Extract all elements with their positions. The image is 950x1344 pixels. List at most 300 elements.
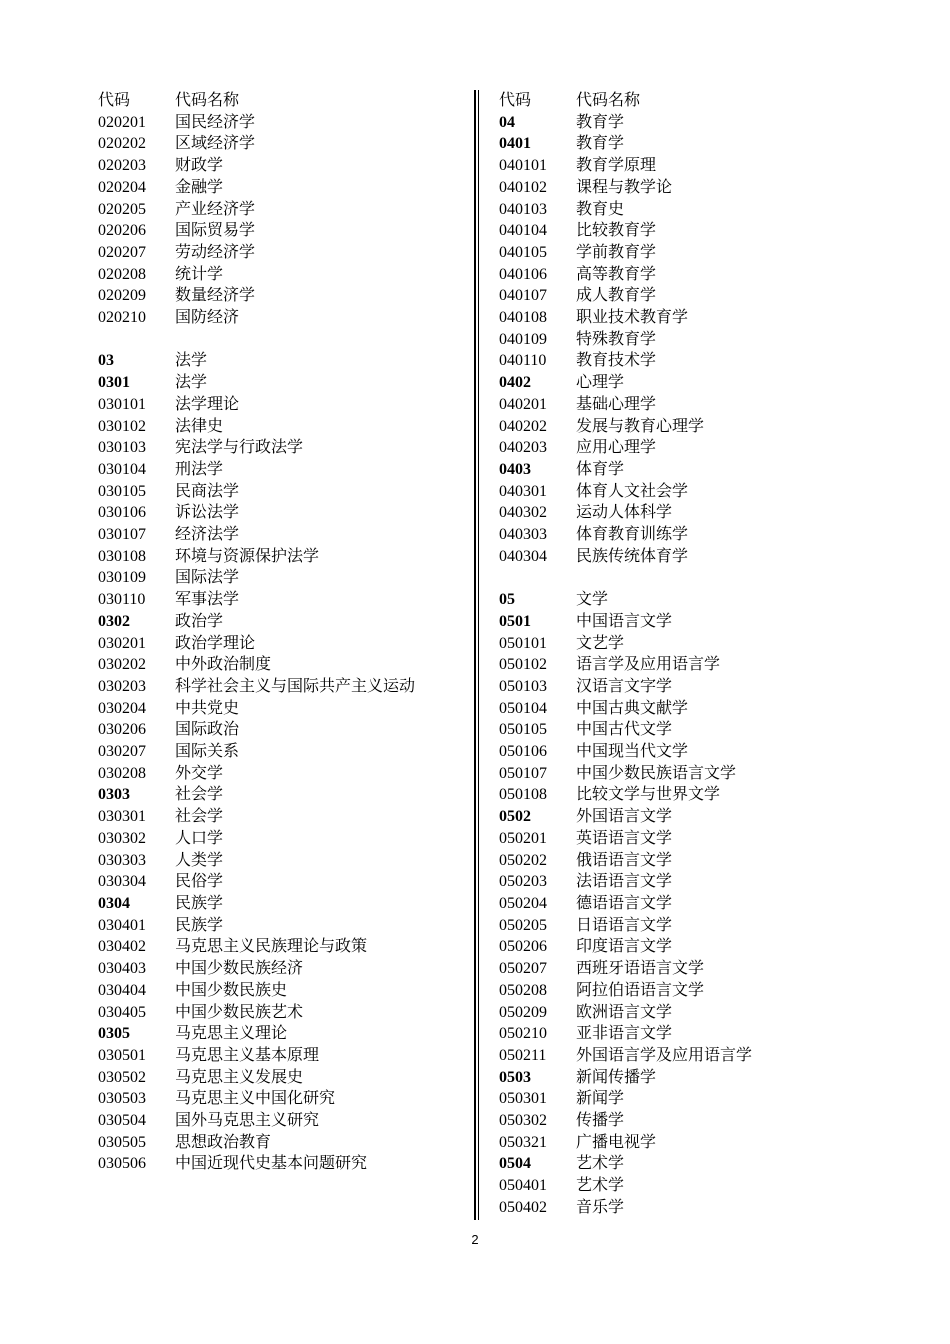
- code-cell: 040303: [499, 526, 547, 544]
- list-item: [98, 285, 468, 307]
- code-cell: 030405: [98, 1003, 146, 1021]
- list-item: [98, 850, 468, 872]
- code-cell: 030107: [98, 526, 146, 544]
- category-row: [98, 893, 468, 915]
- name-cell: 汉语言文字学: [576, 677, 673, 695]
- list-item: [499, 1002, 919, 1024]
- name-cell: 马克思主义理论: [175, 1025, 288, 1043]
- name-cell: 军事法学: [175, 591, 240, 609]
- name-cell: 中国少数民族艺术: [175, 1003, 304, 1021]
- name-cell: 环境与资源保护法学: [175, 547, 320, 565]
- category-row: [499, 589, 919, 611]
- name-cell: 统计学: [175, 265, 224, 283]
- list-item: [499, 416, 919, 438]
- code-cell: 050401: [499, 1177, 547, 1195]
- name-cell: 宪法学与行政法学: [175, 439, 304, 457]
- name-cell: 法学: [175, 374, 208, 392]
- code-cell: 030301: [98, 808, 146, 826]
- name-cell: 劳动经济学: [175, 243, 256, 261]
- blank-spacer: [98, 329, 468, 351]
- name-cell: 体育学: [576, 460, 625, 478]
- name-cell: 民族学: [175, 916, 224, 934]
- code-cell: 050101: [499, 634, 547, 652]
- list-item: [499, 350, 919, 372]
- name-cell: 教育技术学: [576, 352, 657, 370]
- name-cell: 国际政治: [175, 721, 240, 739]
- name-cell: 艺术学: [576, 1177, 625, 1195]
- code-cell: 030207: [98, 743, 146, 761]
- code-cell: 0302: [98, 612, 130, 630]
- list-item: [499, 1088, 919, 1110]
- code-cell: 030208: [98, 764, 146, 782]
- list-item: [98, 155, 468, 177]
- name-cell: 文学: [576, 591, 609, 609]
- list-item: [499, 784, 919, 806]
- list-item: [98, 437, 468, 459]
- code-cell: 050203: [499, 873, 547, 891]
- code-cell: 050210: [499, 1025, 547, 1043]
- name-cell: 比较文学与世界文学: [576, 786, 721, 804]
- name-cell: 特殊教育学: [576, 330, 657, 348]
- name-cell: 教育学原理: [576, 157, 657, 175]
- list-item: [499, 1023, 919, 1045]
- code-cell: 040105: [499, 243, 547, 261]
- name-cell: 日语语言文学: [576, 916, 673, 934]
- list-item: [499, 199, 919, 221]
- name-cell: 财政学: [175, 157, 224, 175]
- list-item: [98, 980, 468, 1002]
- code-cell: 030404: [98, 981, 146, 999]
- code-cell: 040202: [499, 417, 547, 435]
- name-cell: 人口学: [175, 829, 224, 847]
- name-cell: 新闻传播学: [576, 1068, 657, 1086]
- category-row: [499, 112, 919, 134]
- name-cell: 中国语言文学: [576, 612, 673, 630]
- list-item: [98, 112, 468, 134]
- name-cell: 法律史: [175, 417, 224, 435]
- code-cell: 040108: [499, 309, 547, 327]
- list-item: [499, 437, 919, 459]
- name-cell: 产业经济学: [175, 200, 256, 218]
- list-item: [98, 546, 468, 568]
- code-cell: 05: [499, 591, 515, 609]
- name-cell: 中国少数民族语言文学: [576, 764, 737, 782]
- list-item: [98, 741, 468, 763]
- code-cell: 0304: [98, 895, 130, 912]
- name-cell: 民俗学: [175, 873, 224, 891]
- name-cell: 中国古典文献学: [576, 699, 689, 717]
- name-cell: 金融学: [175, 178, 224, 196]
- list-item: [499, 763, 919, 785]
- name-cell: 经济法学: [175, 526, 240, 544]
- list-item: [98, 936, 468, 958]
- list-item: [98, 763, 468, 785]
- code-cell: 050202: [499, 851, 547, 869]
- name-cell: 心理学: [576, 374, 625, 392]
- header-row: [499, 90, 919, 112]
- name-cell: 人类学: [175, 851, 224, 869]
- name-cell: 课程与教学论: [576, 178, 673, 196]
- category-row: [98, 784, 468, 806]
- code-cell: 050211: [499, 1046, 547, 1064]
- list-item: [98, 242, 468, 264]
- name-cell: 思想政治教育: [175, 1133, 272, 1151]
- code-cell: 030505: [98, 1133, 146, 1151]
- code-cell: 030103: [98, 439, 146, 457]
- code-cell: 030501: [98, 1046, 146, 1064]
- list-item: [98, 1067, 468, 1089]
- code-cell: 030303: [98, 851, 146, 869]
- list-item: [98, 633, 468, 655]
- name-cell: 马克思主义民族理论与政策: [175, 938, 368, 956]
- list-item: [98, 459, 468, 481]
- code-cell: 020209: [98, 287, 146, 305]
- name-cell: 马克思主义基本原理: [175, 1046, 320, 1064]
- list-item: [499, 719, 919, 741]
- code-cell: 050402: [499, 1198, 547, 1216]
- list-item: [499, 828, 919, 850]
- list-item: [499, 155, 919, 177]
- blank-spacer: [499, 567, 919, 589]
- code-cell: 040106: [499, 265, 547, 283]
- category-row: [499, 133, 919, 155]
- list-item: [98, 307, 468, 329]
- name-cell: 高等教育学: [576, 265, 657, 283]
- list-item: [98, 806, 468, 828]
- code-cell: 030101: [98, 395, 146, 413]
- list-item: [98, 1132, 468, 1154]
- list-item: [98, 915, 468, 937]
- code-cell: 020205: [98, 200, 146, 218]
- list-item: [499, 264, 919, 286]
- code-cell: 050104: [499, 699, 547, 717]
- code-cell: 020202: [98, 135, 146, 153]
- list-item: [499, 394, 919, 416]
- code-cell: 代码: [499, 92, 532, 109]
- code-cell: 050205: [499, 916, 547, 934]
- list-item: [499, 481, 919, 503]
- list-item: [98, 698, 468, 720]
- list-item: [499, 1110, 919, 1132]
- code-cell: 050208: [499, 981, 547, 999]
- code-cell: 代码: [98, 92, 131, 109]
- code-cell: 040203: [499, 439, 547, 457]
- code-cell: 020204: [98, 178, 146, 196]
- name-cell: 国际贸易学: [175, 222, 256, 240]
- list-item: [98, 654, 468, 676]
- code-cell: 050106: [499, 743, 547, 761]
- code-cell: 0305: [98, 1025, 130, 1043]
- code-cell: 030102: [98, 417, 146, 435]
- list-item: [499, 958, 919, 980]
- list-item: [98, 394, 468, 416]
- list-item: [98, 871, 468, 893]
- list-item: [98, 719, 468, 741]
- code-cell: 050321: [499, 1133, 547, 1151]
- code-cell: 030204: [98, 699, 146, 717]
- name-cell: 艺术学: [576, 1155, 625, 1173]
- code-cell: 03: [98, 352, 114, 370]
- code-cell: 050105: [499, 721, 547, 739]
- list-item: [499, 654, 919, 676]
- name-cell: 中国现当代文学: [576, 743, 689, 761]
- category-row: [499, 611, 919, 633]
- code-cell: 050206: [499, 938, 547, 956]
- code-cell: 040304: [499, 547, 547, 565]
- name-cell: 德语语言文学: [576, 895, 673, 912]
- name-cell: 区域经济学: [175, 135, 256, 153]
- name-cell: 教育学: [576, 113, 625, 131]
- code-cell: 040301: [499, 482, 547, 500]
- list-item: [98, 958, 468, 980]
- name-cell: 国际关系: [175, 743, 240, 761]
- list-item: [499, 329, 919, 351]
- code-cell: 020203: [98, 157, 146, 175]
- code-cell: 020201: [98, 113, 146, 131]
- name-cell: 成人教育学: [576, 287, 657, 305]
- name-cell: 欧洲语言文学: [576, 1003, 673, 1021]
- list-item: [98, 1088, 468, 1110]
- code-cell: 030203: [98, 677, 146, 695]
- list-item: [98, 481, 468, 503]
- name-cell: 中国古代文学: [576, 721, 673, 739]
- name-cell: 代码名称: [175, 92, 240, 109]
- code-cell: 040110: [499, 352, 547, 370]
- code-cell: 040109: [499, 330, 547, 348]
- code-cell: 0303: [98, 786, 130, 804]
- list-item: [499, 220, 919, 242]
- code-cell: 050207: [499, 960, 547, 978]
- list-item: [499, 1197, 919, 1219]
- list-item: [499, 307, 919, 329]
- code-cell: 030109: [98, 569, 146, 587]
- name-cell: 国防经济: [175, 309, 240, 327]
- list-item: [499, 850, 919, 872]
- name-cell: 新闻学: [576, 1090, 625, 1108]
- code-cell: 0402: [499, 374, 531, 392]
- name-cell: 印度语言文学: [576, 938, 673, 956]
- name-cell: 亚非语言文学: [576, 1025, 673, 1043]
- name-cell: 西班牙语语言文学: [576, 960, 705, 978]
- header-row: [98, 90, 468, 112]
- name-cell: 马克思主义中国化研究: [175, 1090, 336, 1108]
- list-item: [499, 698, 919, 720]
- code-cell: 050204: [499, 895, 547, 912]
- divider-line-thick: [474, 90, 476, 1220]
- list-item: [499, 546, 919, 568]
- code-cell: 0401: [499, 135, 531, 153]
- code-cell: 040201: [499, 395, 547, 413]
- list-item: [98, 199, 468, 221]
- code-cell: 030105: [98, 482, 146, 500]
- name-cell: 英语语言文学: [576, 829, 673, 847]
- name-cell: 文艺学: [576, 634, 625, 652]
- name-cell: 数量经济学: [175, 287, 256, 305]
- list-item: [499, 980, 919, 1002]
- name-cell: 外交学: [175, 764, 224, 782]
- category-row: [499, 806, 919, 828]
- right-code-list: [499, 90, 919, 1219]
- category-row: [499, 1067, 919, 1089]
- name-cell: 国外马克思主义研究: [175, 1112, 320, 1130]
- category-row: [98, 611, 468, 633]
- list-item: [499, 676, 919, 698]
- list-item: [98, 133, 468, 155]
- code-cell: 030401: [98, 916, 146, 934]
- name-cell: 刑法学: [175, 460, 224, 478]
- code-cell: 030108: [98, 547, 146, 565]
- name-cell: 教育学: [576, 135, 625, 153]
- code-cell: 040103: [499, 200, 547, 218]
- list-item: [98, 177, 468, 199]
- list-item: [499, 633, 919, 655]
- name-cell: 社会学: [175, 786, 224, 804]
- list-item: [98, 589, 468, 611]
- code-cell: 040101: [499, 157, 547, 175]
- name-cell: 阿拉伯语语言文学: [576, 981, 705, 999]
- code-cell: 030502: [98, 1068, 146, 1086]
- name-cell: 语言学及应用语言学: [576, 656, 721, 674]
- name-cell: 中外政治制度: [175, 656, 272, 674]
- list-item: [98, 1045, 468, 1067]
- list-item: [499, 1175, 919, 1197]
- page-number: 2: [471, 1232, 479, 1247]
- name-cell: 政治学理论: [175, 634, 256, 652]
- name-cell: 外国语言文学: [576, 808, 673, 826]
- name-cell: 中国少数民族史: [175, 981, 288, 999]
- name-cell: 社会学: [175, 808, 224, 826]
- name-cell: 政治学: [175, 612, 224, 630]
- code-cell: 04: [499, 113, 515, 131]
- list-item: [499, 524, 919, 546]
- list-item: [98, 1002, 468, 1024]
- name-cell: 体育教育训练学: [576, 526, 689, 544]
- name-cell: 学前教育学: [576, 243, 657, 261]
- list-item: [98, 416, 468, 438]
- list-item: [98, 264, 468, 286]
- code-cell: 050301: [499, 1090, 547, 1108]
- list-item: [499, 1132, 919, 1154]
- category-row: [499, 459, 919, 481]
- name-cell: 中国近现代史基本问题研究: [175, 1155, 368, 1173]
- column-divider: [474, 90, 479, 1220]
- name-cell: 发展与教育心理学: [576, 417, 705, 435]
- list-item: [499, 936, 919, 958]
- name-cell: 职业技术教育学: [576, 309, 689, 327]
- code-cell: 030506: [98, 1155, 146, 1173]
- code-cell: 0502: [499, 808, 531, 826]
- list-item: [98, 828, 468, 850]
- name-cell: 诉讼法学: [175, 504, 240, 522]
- left-code-list: [98, 90, 468, 1175]
- list-item: [98, 524, 468, 546]
- category-row: [98, 372, 468, 394]
- name-cell: 马克思主义发展史: [175, 1068, 304, 1086]
- code-cell: 030202: [98, 656, 146, 674]
- code-cell: 030106: [98, 504, 146, 522]
- list-item: [499, 1045, 919, 1067]
- code-cell: 020207: [98, 243, 146, 261]
- divider-line-thin: [478, 90, 479, 1220]
- code-cell: 020206: [98, 222, 146, 240]
- name-cell: 民商法学: [175, 482, 240, 500]
- code-cell: 0503: [499, 1068, 531, 1086]
- list-item: [499, 915, 919, 937]
- code-cell: 030201: [98, 634, 146, 652]
- code-cell: 030504: [98, 1112, 146, 1130]
- list-item: [98, 1153, 468, 1175]
- code-cell: 0504: [499, 1155, 531, 1173]
- name-cell: 科学社会主义与国际共产主义运动: [175, 677, 416, 695]
- list-item: [98, 220, 468, 242]
- code-cell: 050102: [499, 656, 547, 674]
- name-cell: 体育人文社会学: [576, 482, 689, 500]
- code-cell: 050302: [499, 1112, 547, 1130]
- list-item: [98, 567, 468, 589]
- code-cell: 040302: [499, 504, 547, 522]
- code-cell: 030503: [98, 1090, 146, 1108]
- code-cell: 030403: [98, 960, 146, 978]
- code-cell: 030402: [98, 938, 146, 956]
- code-cell: 0301: [98, 374, 130, 392]
- code-cell: 030206: [98, 721, 146, 739]
- code-cell: 030110: [98, 591, 146, 609]
- name-cell: 俄语语言文学: [576, 851, 673, 869]
- name-cell: 国际法学: [175, 569, 240, 587]
- code-cell: 050103: [499, 677, 547, 695]
- code-cell: 030304: [98, 873, 146, 891]
- code-cell: 040102: [499, 178, 547, 196]
- list-item: [98, 502, 468, 524]
- code-cell: 030104: [98, 460, 146, 478]
- name-cell: 音乐学: [576, 1198, 625, 1216]
- name-cell: 法学理论: [175, 395, 240, 413]
- code-cell: 020210: [98, 309, 146, 327]
- name-cell: 基础心理学: [576, 395, 657, 413]
- name-cell: 民族学: [175, 895, 224, 912]
- code-cell: 040104: [499, 222, 547, 240]
- code-cell: 0501: [499, 612, 531, 630]
- name-cell: 代码名称: [576, 92, 641, 109]
- name-cell: 应用心理学: [576, 439, 657, 457]
- category-row: [98, 1023, 468, 1045]
- list-item: [499, 502, 919, 524]
- name-cell: 法学: [175, 352, 208, 370]
- name-cell: 外国语言学及应用语言学: [576, 1046, 753, 1064]
- name-cell: 国民经济学: [175, 113, 256, 131]
- list-item: [499, 871, 919, 893]
- list-item: [499, 893, 919, 915]
- name-cell: 传播学: [576, 1112, 625, 1130]
- name-cell: 广播电视学: [576, 1133, 657, 1151]
- category-row: [499, 372, 919, 394]
- name-cell: 中国少数民族经济: [175, 960, 304, 978]
- list-item: [499, 242, 919, 264]
- code-cell: 0403: [499, 460, 531, 478]
- list-item: [499, 285, 919, 307]
- category-row: [499, 1153, 919, 1175]
- code-cell: 050108: [499, 786, 547, 804]
- code-cell: 050209: [499, 1003, 547, 1021]
- list-item: [499, 741, 919, 763]
- list-item: [499, 177, 919, 199]
- name-cell: 中共党史: [175, 699, 240, 717]
- name-cell: 教育史: [576, 200, 625, 218]
- code-cell: 030302: [98, 829, 146, 847]
- code-cell: 040107: [499, 287, 547, 305]
- name-cell: 民族传统体育学: [576, 547, 689, 565]
- code-cell: 020208: [98, 265, 146, 283]
